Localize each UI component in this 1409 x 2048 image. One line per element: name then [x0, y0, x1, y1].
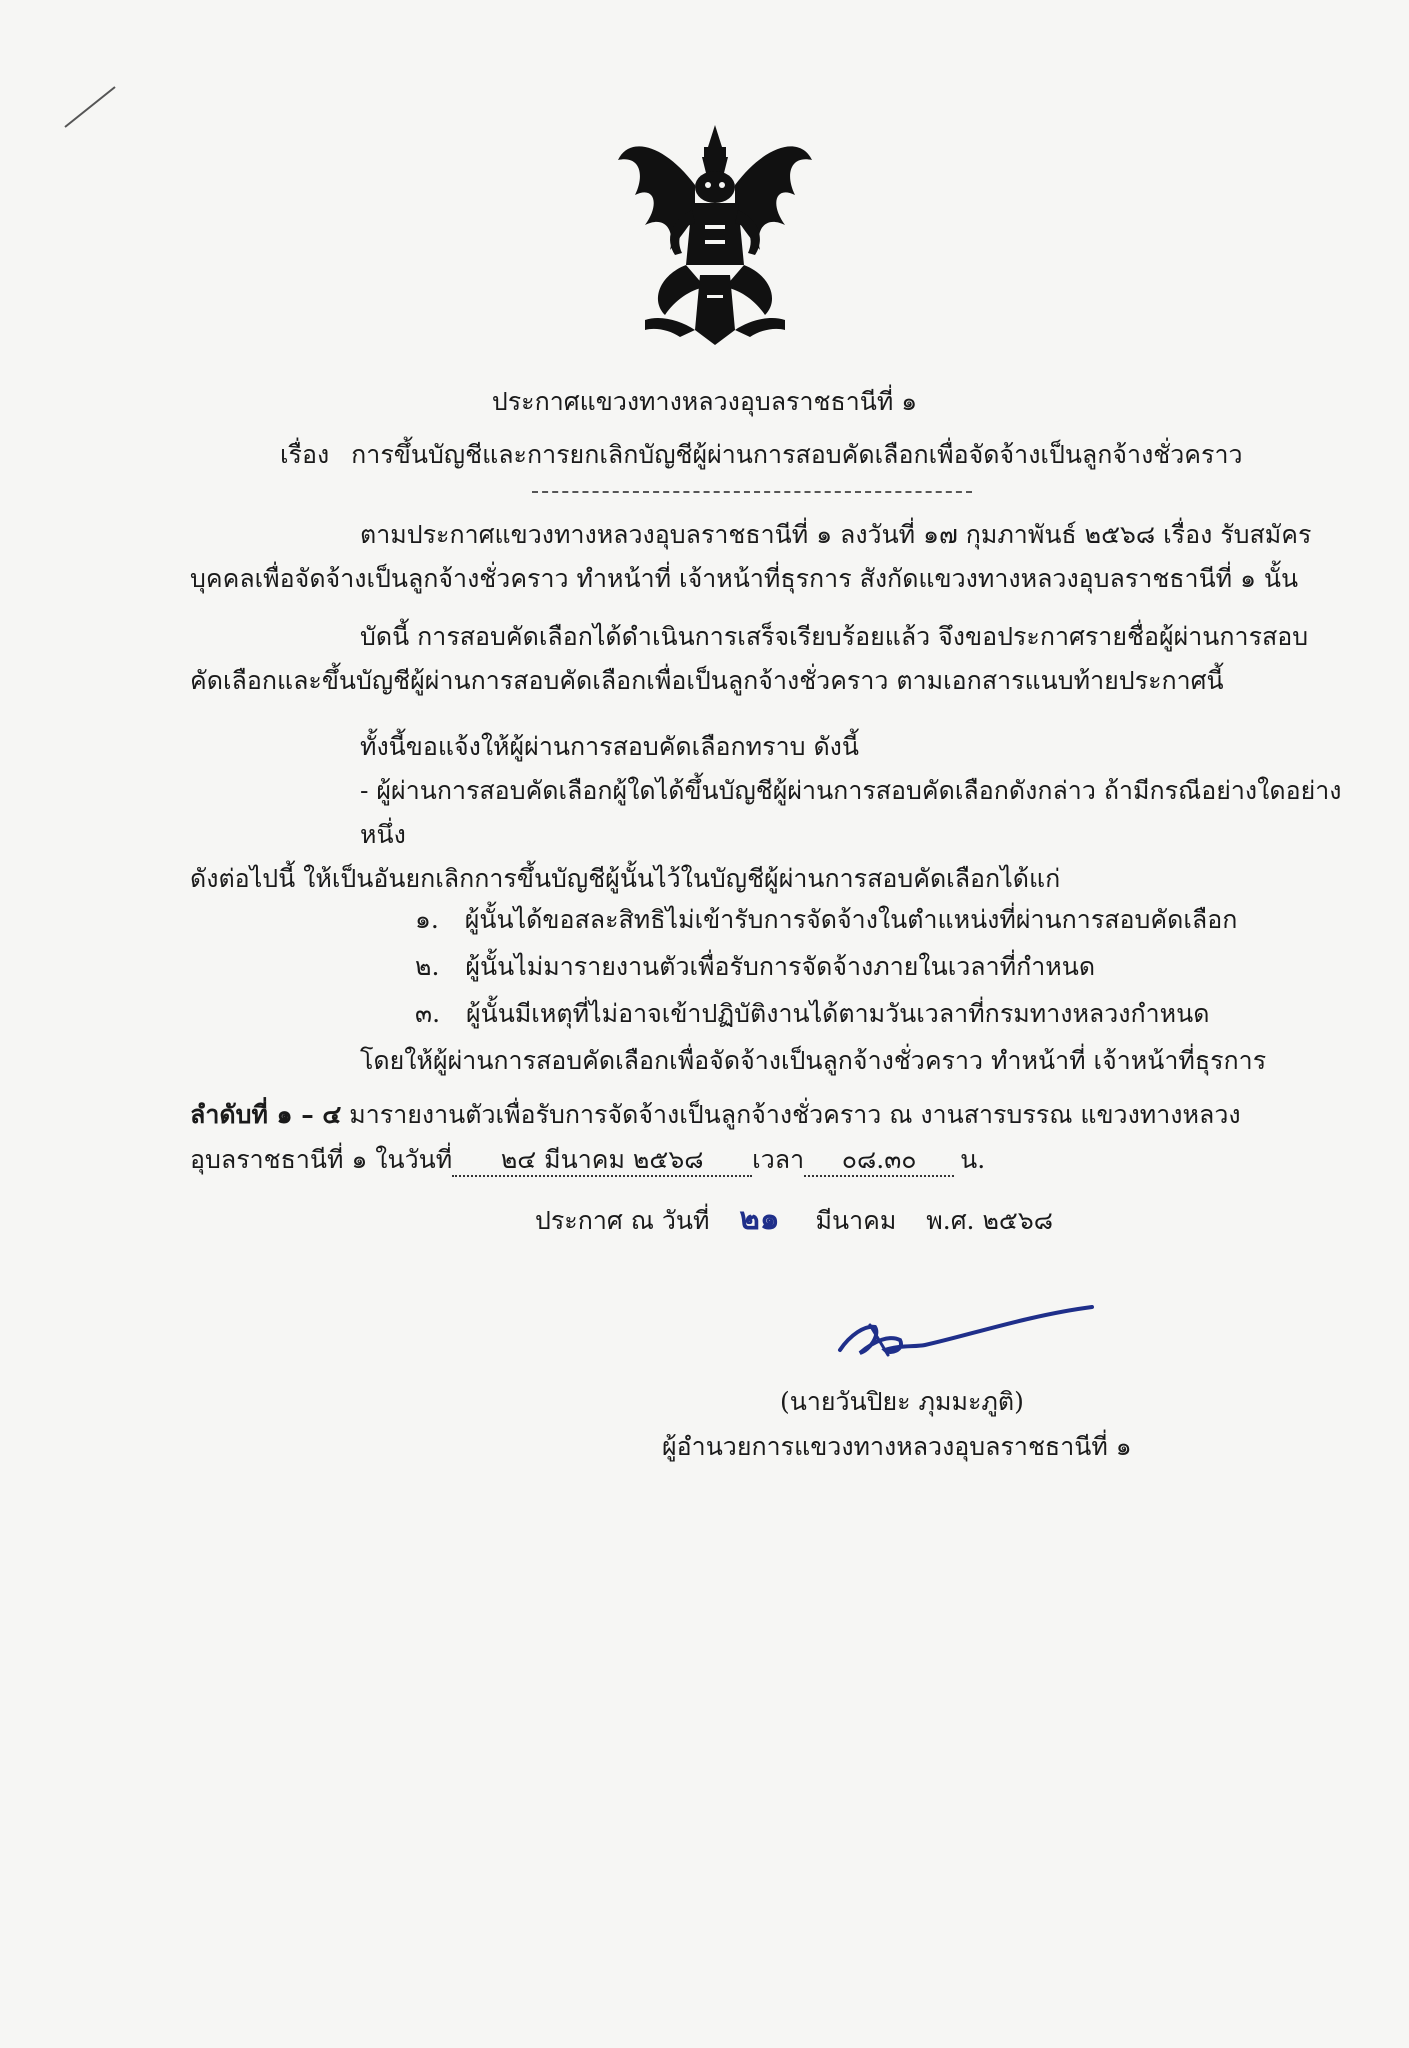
report-date-field: ๒๔ มีนาคม ๒๕๖๘	[452, 1145, 752, 1177]
subject-line	[280, 438, 1243, 472]
time-label: เวลา	[752, 1145, 805, 1174]
paragraph-2-line-1: บัดนี้ การสอบคัดเลือกได้ดำเนินการเสร็จเรียบร้อยแล้ว จึงขอประกาศรายชื่อผู้ผ่านการสอบ	[360, 622, 1309, 651]
paragraph-1-line-1: ตามประกาศแขวงทางหลวงอุบลราชธานีที่ ๑ ลงวันที่ ๑๗ กุมภาพันธ์ ๒๕๖๘ เรื่อง รับสมัคร	[360, 520, 1312, 549]
header-divider	[532, 491, 972, 493]
condition-text: ผู้นั้นไม่มารายงานตัวเพื่อรับการจัดจ้างภายในเวลาที่กำหนด	[465, 952, 1096, 981]
order-range: ลำดับที่ ๑ – ๔	[190, 1100, 342, 1129]
subject-label: เรื่อง	[280, 440, 330, 469]
handwritten-signature	[830, 1295, 1100, 1375]
announce-prefix: ประกาศ ณ วันที่	[535, 1206, 710, 1235]
condition-item-2	[415, 950, 1095, 984]
condition-text: ผู้นั้นได้ขอสละสิทธิไม่เข้ารับการจัดจ้างในตำแหน่งที่ผ่านการสอบคัดเลือก	[464, 905, 1238, 934]
signatory-name: (นายวันปิยะ ภุมมะภูติ)	[780, 1387, 1024, 1416]
pen-mark-icon	[60, 82, 130, 132]
condition-number: ๓.	[415, 999, 441, 1028]
paragraph-3-line-4: ดังต่อไปนี้ ให้เป็นอันยกเลิกการขึ้นบัญชีผู้นั้นไว้ในบัญชีผู้ผ่านการสอบคัดเลือกได้แก่	[190, 864, 1061, 893]
garuda-emblem-icon	[610, 115, 820, 350]
report-time-field: ๐๘.๓๐	[804, 1145, 954, 1177]
handwritten-day: ๒๑	[739, 1201, 780, 1237]
announcement-title: ประกาศแขวงทางหลวงอุบลราชธานีที่ ๑	[491, 387, 918, 416]
paragraph-3-line-2: - ผู้ผ่านการสอบคัดเลือกผู้ใดได้ขึ้นบัญชีผู้ผ่านการสอบคัดเลือกดังกล่าว ถ้ามีกรณีอย่างใดอย่าง	[360, 776, 1342, 805]
paragraph-3-line-3: หนึ่ง	[360, 820, 406, 849]
announce-month: มีนาคม	[815, 1206, 897, 1235]
paragraph-4-line-3	[190, 1143, 985, 1177]
date-prefix: อุบลราชธานีที่ ๑ ในวันที่	[190, 1145, 453, 1174]
condition-text: ผู้นั้นมีเหตุที่ไม่อาจเข้าปฏิบัติงานได้ตามวันเวลาที่กรมทางหลวงกำหนด	[466, 999, 1210, 1028]
paragraph-4-line-2	[190, 1098, 1241, 1132]
paragraph-2-line-2: คัดเลือกและขึ้นบัญชีผู้ผ่านการสอบคัดเลือกเพื่อเป็นลูกจ้างชั่วคราว ตามเอกสารแนบท้ายประกาศนี้	[190, 666, 1224, 695]
paragraph-4-line-2-rest: มารายงานตัวเพื่อรับการจัดจ้างเป็นลูกจ้างชั่วคราว ณ งานสารบรรณ แขวงทางหลวง	[341, 1100, 1241, 1129]
paragraph-3-line-1: ทั้งนี้ขอแจ้งให้ผู้ผ่านการสอบคัดเลือกทราบ ดังนี้	[360, 732, 859, 761]
condition-item-1	[415, 903, 1237, 937]
paragraph-4-line-1: โดยให้ผู้ผ่านการสอบคัดเลือกเพื่อจัดจ้างเป็นลูกจ้างชั่วคราว ทำหน้าที่ เจ้าหน้าที่ธุรการ	[360, 1046, 1267, 1075]
announce-year: พ.ศ. ๒๕๖๘	[926, 1206, 1054, 1235]
subject-text: การขึ้นบัญชีและการยกเลิกบัญชีผู้ผ่านการสอบคัดเลือกเพื่อจัดจ้างเป็นลูกจ้างชั่วคราว	[351, 440, 1243, 469]
announcement-date	[535, 1202, 1053, 1238]
condition-item-3	[415, 997, 1209, 1031]
condition-number: ๑.	[415, 905, 439, 934]
time-unit: น.	[960, 1145, 986, 1174]
condition-number: ๒.	[415, 952, 440, 981]
signatory-position: ผู้อำนวยการแขวงทางหลวงอุบลราชธานีที่ ๑	[662, 1432, 1132, 1461]
paragraph-1-line-2: บุคคลเพื่อจัดจ้างเป็นลูกจ้างชั่วคราว ทำหน้าที่ เจ้าหน้าที่ธุรการ สังกัดแขวงทางหลวงอุบลราชธานีที่ ๑ นั้น	[190, 564, 1299, 593]
